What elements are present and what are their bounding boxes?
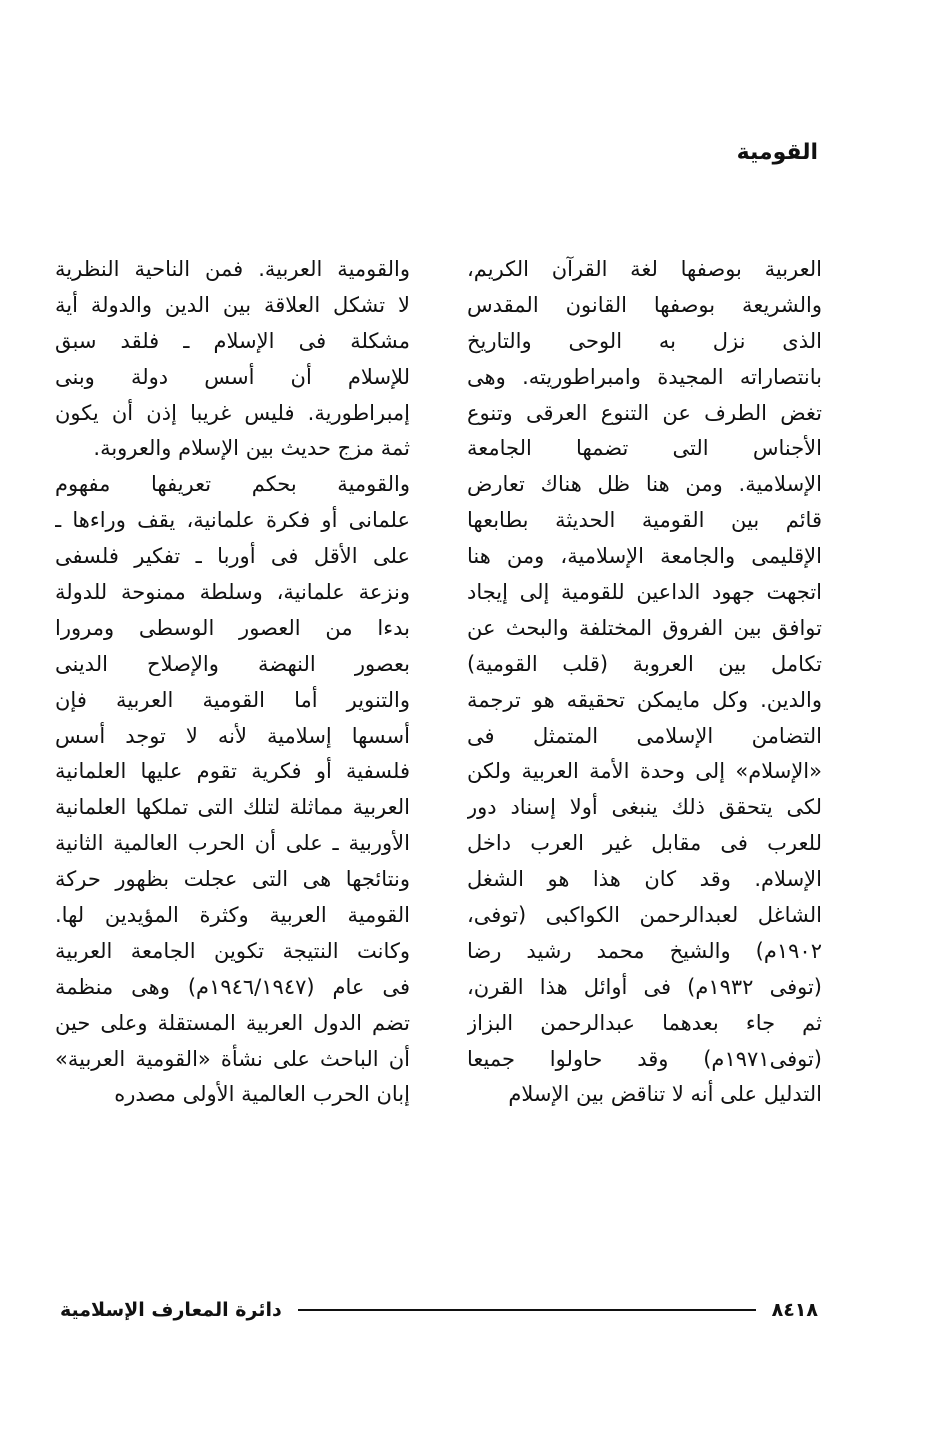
text-line: ١٩٠٢م) والشيخ محمد رشيد رضا xyxy=(467,938,822,963)
text-line: ثمة مزج حديث بين الإسلام والعروبة. xyxy=(93,436,410,461)
text-line: ونتائجها هى التى عجلت بظهور حركة xyxy=(55,867,410,892)
text-line: علمانى أو فكرة علمانية، يقف وراءها ـ xyxy=(55,508,410,533)
text-line: اتجهت جهود الداعين للقومية إلى إيجاد xyxy=(467,580,822,605)
text-line: العربية مماثلة لتلك التى تملكها العلمانية xyxy=(55,795,410,820)
text-line: الذى نزل به الوحى والتاريخ xyxy=(467,328,822,353)
text-line: الإسلام. وقد كان هذا هو الشغل xyxy=(467,867,822,892)
text-line: «الإسلام» إلى وحدة الأمة العربية ولكن xyxy=(467,759,822,784)
text-line: ثم جاء بعدهما عبدالرحمن البزاز xyxy=(467,1010,822,1035)
text-line: تكامل بين العروبة (قلب القومية) xyxy=(467,651,822,676)
text-line: الإسلامية. ومن هنا ظل هناك تعارض xyxy=(467,472,822,497)
footer-rule xyxy=(298,1309,756,1311)
text-line: التضامن الإسلامى المتمثل فى xyxy=(467,723,822,748)
text-line: بانتصاراته المجيدة وامبراطوريته. وهى xyxy=(467,364,822,389)
text-line: والقومية بحكم تعريفها مفهوم xyxy=(55,472,410,497)
text-line: (توفى١٩٧١م) وقد حاولوا جميعا xyxy=(467,1046,822,1071)
text-line: الأجناس التى تضمها الجامعة xyxy=(467,436,822,461)
text-line: وكانت النتيجة تكوين الجامعة العربية xyxy=(55,938,410,963)
footer-publication-title: دائرة المعارف الإسلامية xyxy=(60,1299,282,1321)
text-line: إمبراطورية. فليس غريبا إذن أن يكون xyxy=(55,400,410,425)
text-line: تضم الدول العربية المستقلة وعلى حين xyxy=(55,1010,410,1035)
text-line: (توفى ١٩٣٢م) فى أوائل هذا القرن، xyxy=(467,974,822,999)
text-line: توافق بين الفروق المختلفة والبحث عن xyxy=(467,615,822,640)
text-line: بعصور النهضة والإصلاح الدينى xyxy=(55,651,410,676)
text-line: الإقليمى والجامعة الإسلامية، ومن هنا xyxy=(467,544,822,569)
text-line: فلسفية أو فكرية تقوم عليها العلمانية xyxy=(55,759,410,784)
text-line: والدين. وكل مايمكن تحقيقه هو ترجمة xyxy=(467,687,822,712)
page-footer xyxy=(60,1290,818,1330)
text-line: للعرب فى مقابل غير العرب داخل xyxy=(467,831,822,856)
text-line: العربية بوصفها لغة القرآن الكريم، xyxy=(467,257,822,281)
left-text-column xyxy=(55,252,410,1113)
text-line: مشكلة فى الإسلام ـ فلقد سبق xyxy=(55,328,410,353)
text-line: بدءا من العصور الوسطى ومرورا xyxy=(55,615,410,640)
text-line: الأوربية ـ على أن الحرب العالمية الثانية xyxy=(55,831,410,856)
text-line: القومية العربية وكثرة المؤيدين لها. xyxy=(55,903,410,928)
text-line: قائم بين القومية الحديثة بطابعها xyxy=(467,508,822,533)
text-line: الشاغل لعبدالرحمن الكواكبى (توفى، xyxy=(467,903,822,928)
text-line: على الأقل فى أوربا ـ تفكير فلسفى xyxy=(55,544,410,569)
text-line: والقومية العربية. فمن الناحية النظرية xyxy=(55,257,410,281)
text-line: تغض الطرف عن التنوع العرقى وتنوع xyxy=(467,400,822,425)
text-line: أسسها إسلامية لأنه لا توجد أسس xyxy=(55,723,410,748)
footer-page-number: ٨٤١٨ xyxy=(771,1299,818,1321)
text-line: إبان الحرب العالمية الأولى مصدره xyxy=(114,1082,410,1107)
text-line: للإسلام أن أسس دولة وبنى xyxy=(55,364,410,389)
text-line: لا تشكل العلاقة بين الدين والدولة أية xyxy=(55,292,410,317)
text-line: ونزعة علمانية، وسلطة ممنوحة للدولة xyxy=(55,580,410,605)
right-text-column xyxy=(467,252,822,1113)
text-line: أن الباحث على نشأة «القومية العربية» xyxy=(55,1046,410,1071)
text-line: لكى يتحقق ذلك ينبغى أولا إسناد دور xyxy=(467,795,822,820)
text-line: فى عام (١٩٤٦/١٩٤٧م) وهى منظمة xyxy=(55,974,410,999)
text-line: والتنوير أما القومية العربية فإن xyxy=(55,687,410,712)
running-header: القومية xyxy=(736,140,818,165)
text-line: والشريعة بوصفها القانون المقدس xyxy=(467,292,822,317)
text-line: التدليل على أنه لا تناقض بين الإسلام xyxy=(508,1082,822,1107)
